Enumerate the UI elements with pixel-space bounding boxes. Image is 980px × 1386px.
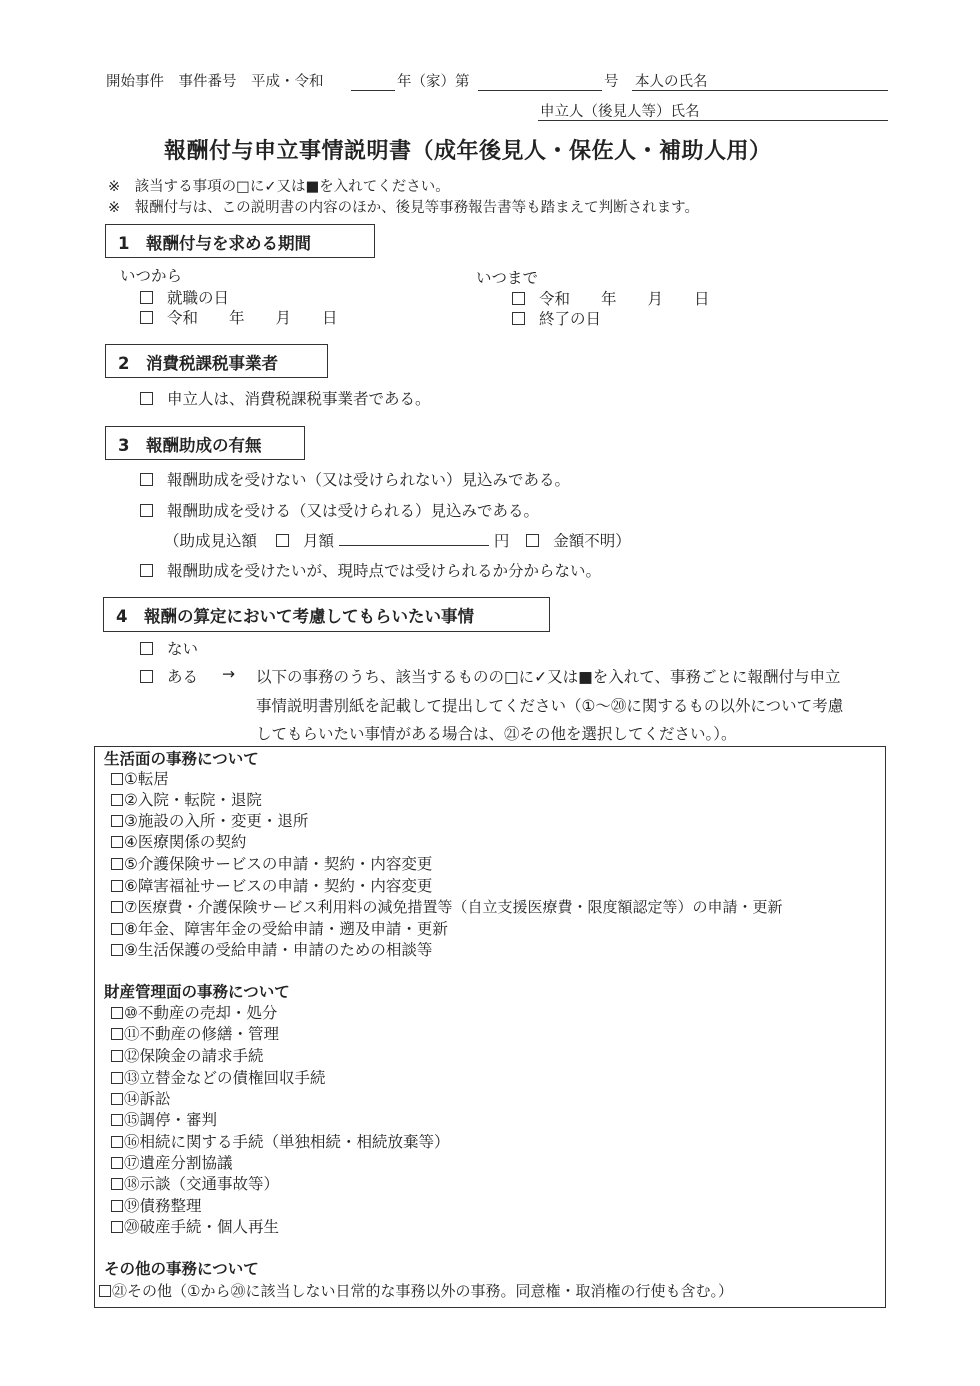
- number-suffix: 号: [604, 74, 619, 90]
- property-item[interactable]: ⑯相続に関する手続（単独相続・相続放棄等）: [111, 1130, 450, 1152]
- section-3-heading-box: [105, 426, 305, 460]
- checkbox[interactable]: [111, 1007, 123, 1019]
- case-number-label: 開始事件 事件番号 平成・令和: [106, 74, 324, 90]
- checkbox[interactable]: [140, 504, 153, 517]
- task-list-box: [94, 746, 886, 1308]
- property-item[interactable]: ⑲債務整理: [111, 1194, 202, 1216]
- checkbox[interactable]: [140, 473, 153, 486]
- checkbox[interactable]: [140, 564, 153, 577]
- property-item[interactable]: ⑩不動産の売却・処分: [111, 1001, 277, 1023]
- monthly-checkbox[interactable]: [276, 534, 289, 547]
- section-3-heading: 3 報酬助成の有無: [118, 436, 262, 455]
- life-item[interactable]: ②入院・転院・退院: [111, 788, 262, 810]
- section-4-heading-box: [103, 597, 550, 632]
- property-item[interactable]: ⑪不動産の修繕・管理: [111, 1022, 279, 1044]
- life-item[interactable]: ③施設の入所・変更・退所: [111, 809, 308, 831]
- life-item[interactable]: ⑦医療費・介護保険サービス利用料の減免措置等（自立支援医療費・限度額認定等）の申請・更新: [111, 896, 782, 917]
- life-item[interactable]: ⑧年金、障害年金の受給申請・遡及申請・更新: [111, 917, 448, 939]
- checkbox[interactable]: [140, 291, 153, 304]
- checkbox[interactable]: [111, 1114, 123, 1126]
- checkbox[interactable]: [140, 392, 153, 405]
- checkbox[interactable]: [111, 794, 123, 806]
- note-2: ※ 報酬付与は、この説明書の内容のほか、後見等事務報告書等も踏まえて判断されます。: [108, 200, 699, 216]
- section-1-heading-box: [105, 224, 375, 258]
- checkbox[interactable]: [512, 312, 525, 325]
- principal-name-field[interactable]: [632, 90, 888, 91]
- checkbox[interactable]: [111, 1178, 123, 1190]
- principal-name-label: 本人の氏名: [635, 74, 708, 90]
- checkbox[interactable]: [140, 642, 153, 655]
- checkbox[interactable]: [111, 923, 123, 935]
- checkbox[interactable]: [111, 1221, 123, 1233]
- circumstance-option-some[interactable]: ある: [140, 665, 198, 687]
- from-option-appointment[interactable]: 就職の日: [140, 286, 229, 308]
- note-1: ※ 該当する事項の□に✓又は■を入れてください。: [108, 179, 450, 195]
- subsidy-option-yes[interactable]: 報酬助成を受ける（又は受けられる）見込みである。: [140, 499, 539, 521]
- checkbox[interactable]: [111, 1157, 123, 1169]
- checkbox[interactable]: [111, 1093, 123, 1105]
- section-4-desc-line-3: してもらいたい事情がある場合は、㉑その他を選択してください。）。: [256, 725, 737, 743]
- checkbox[interactable]: [111, 836, 123, 848]
- section-2-heading: 2 消費税課税事業者: [118, 354, 278, 373]
- checkbox[interactable]: [111, 1072, 123, 1084]
- checkbox[interactable]: [111, 880, 123, 892]
- year-suffix: 年（家）第: [397, 74, 470, 90]
- life-item[interactable]: ①転居: [111, 767, 169, 789]
- property-item[interactable]: ⑱示談（交通事故等）: [111, 1172, 279, 1194]
- property-item[interactable]: ⑬立替金などの債権回収手続: [111, 1066, 326, 1088]
- applicant-name-field[interactable]: [538, 120, 888, 121]
- to-option-date[interactable]: 令和 年 月 日: [512, 287, 710, 309]
- checkbox[interactable]: [111, 1050, 123, 1062]
- other-heading: その他の事務について: [104, 1260, 259, 1278]
- checkbox[interactable]: [111, 901, 123, 913]
- section-4-heading: 4 報酬の算定において考慮してもらいたい事情: [116, 607, 474, 626]
- property-item[interactable]: ⑮調停・審判: [111, 1108, 217, 1130]
- monthly-amount-field[interactable]: [339, 531, 489, 546]
- page-title: 報酬付与申立事情説明書（成年後見人・保佐人・補助人用）: [164, 139, 772, 164]
- life-heading: 生活面の事務について: [104, 750, 259, 768]
- from-option-date[interactable]: 令和 年 月 日: [140, 306, 338, 328]
- subsidy-option-no[interactable]: 報酬助成を受けない（又は受けられない）見込みである。: [140, 468, 570, 490]
- subsidy-amount-line: （助成見込額 月額 円 金額不明）: [164, 532, 631, 550]
- property-item[interactable]: ⑭訴訟: [111, 1087, 171, 1109]
- checkbox[interactable]: [111, 1136, 123, 1148]
- circumstance-option-none[interactable]: ない: [140, 637, 198, 659]
- case-number-field[interactable]: [478, 90, 602, 91]
- property-item[interactable]: ⑰遺産分割協議: [111, 1151, 233, 1173]
- checkbox[interactable]: [140, 311, 153, 324]
- section-2-heading-box: [105, 344, 328, 378]
- section-1-heading: 1 報酬付与を求める期間: [118, 234, 311, 253]
- year-field[interactable]: [351, 90, 395, 91]
- checkbox[interactable]: [111, 858, 123, 870]
- consumption-tax-option[interactable]: 申立人は、消費税課税事業者である。: [140, 387, 431, 409]
- unknown-checkbox[interactable]: [526, 534, 539, 547]
- life-item[interactable]: ⑨生活保護の受給申請・申請のための相談等: [111, 938, 432, 960]
- property-item[interactable]: ⑳破産手続・個人再生: [111, 1215, 279, 1237]
- property-heading: 財産管理面の事務について: [104, 983, 290, 1001]
- checkbox[interactable]: [111, 773, 123, 785]
- checkbox[interactable]: [111, 1200, 123, 1212]
- life-item[interactable]: ④医療関係の契約: [111, 830, 246, 852]
- other-item[interactable]: ㉑その他（①から⑳に該当しない日常的な事務以外の事務。同意権・取消権の行使も含む。）: [99, 1280, 733, 1301]
- checkbox[interactable]: [512, 292, 525, 305]
- life-item[interactable]: ⑤介護保険サービスの申請・契約・内容変更: [111, 852, 432, 874]
- checkbox[interactable]: [111, 944, 123, 956]
- to-label: いつまで: [476, 269, 539, 287]
- checkbox[interactable]: [99, 1285, 111, 1297]
- property-item[interactable]: ⑫保険金の請求手続: [111, 1044, 264, 1066]
- to-option-end[interactable]: 終了の日: [512, 307, 601, 329]
- section-4-desc-line-1: 以下の事務のうち、該当するものの□に✓又は■を入れて、事務ごとに報酬付与申立: [256, 668, 841, 686]
- checkbox[interactable]: [140, 670, 153, 683]
- arrow: →: [222, 665, 235, 683]
- section-4-desc-line-2: 事情説明書別紙を記載して提出してください（①～⑳に関するもの以外について考慮: [256, 697, 844, 715]
- life-item[interactable]: ⑥障害福祉サービスの申請・契約・内容変更: [111, 874, 432, 896]
- from-label: いつから: [120, 267, 183, 285]
- applicant-name-label: 申立人（後見人等）氏名: [540, 104, 700, 120]
- checkbox[interactable]: [111, 815, 123, 827]
- subsidy-option-unsure[interactable]: 報酬助成を受けたいが、現時点では受けられるか分からない。: [140, 559, 601, 581]
- checkbox[interactable]: [111, 1028, 123, 1040]
